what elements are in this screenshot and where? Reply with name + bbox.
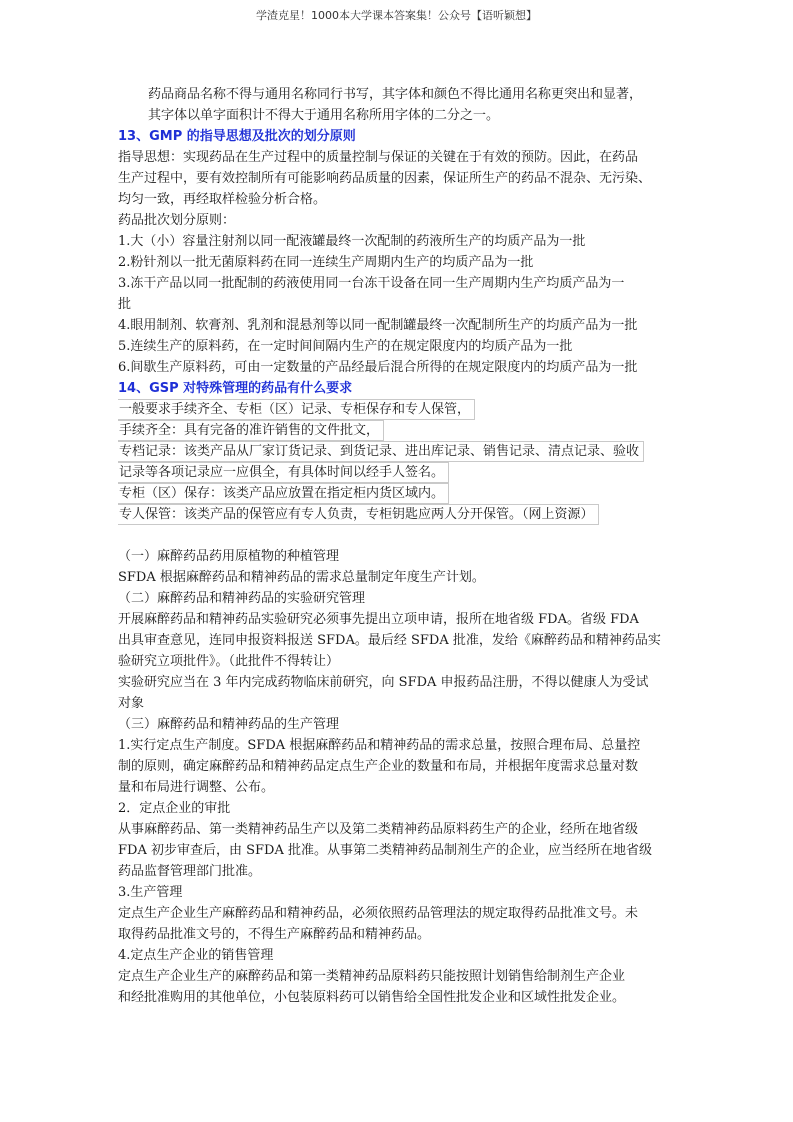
- boxed-text-line: [118, 462, 684, 483]
- text-line: 药品批次划分原则：: [118, 213, 236, 228]
- text-line: 开展麻醉药品和精神药品实验研究必须事先提出立项申请，报所在地省级 FDA。省级 FDA: [118, 612, 639, 627]
- boxed-text-line: [118, 483, 684, 504]
- text-line: 实验研究应当在 3 年内完成药物临床前研究，向 SFDA 申报药品注册，不得以健康人为受试: [118, 675, 649, 690]
- text-line: 出具审查意见，连同申报资料报送 SFDA。最后经 SFDA 批准，发给《麻醉药品和精神药品实: [118, 633, 661, 648]
- text-line: 3.生产管理: [118, 885, 183, 900]
- text-line: 其字体以单字面积计不得大于通用名称所用字体的二分之一。: [148, 108, 500, 123]
- text-line: 6.间歇生产原料药，可由一定数量的产品经最后混合所得的在规定限度内的均质产品为一批: [118, 360, 638, 375]
- text-line: 2．定点企业的审批: [118, 801, 231, 816]
- text-line: 药品商品名称不得与通用名称同行书写，其字体和颜色不得比通用名称更突出和显著，: [148, 87, 643, 102]
- section-heading: 13、GMP 的指导思想及批次的划分原则: [118, 129, 356, 144]
- text-line: 5.连续生产的原料药，在一定时间间隔内生产的在规定限度内的均质产品为一批: [118, 339, 573, 354]
- text-line: 验研究立项批件》。（此批件不得转让）: [118, 654, 340, 669]
- boxed-text-line: [118, 504, 684, 525]
- boxed-text: 手续齐全：具有完备的准许销售的文件批文，: [118, 420, 384, 441]
- text-line: 和经批准购用的其他单位，小包装原料药可以销售给全国性批发企业和区域性批发企业。: [118, 990, 626, 1005]
- page-header: 学渣克星！1000本大学课本答案集！公众号【语听颖想】: [256, 9, 537, 22]
- document-body: [118, 84, 684, 1008]
- blank-line: [118, 525, 684, 546]
- text-line: 指导思想：实现药品在生产过程中的质量控制与保证的关键在于有效的预防。因此，在药品: [118, 150, 639, 165]
- text-line: 药品监督管理部门批准。: [118, 864, 262, 879]
- text-line: 制的原则，确定麻醉药品和精神药品定点生产企业的数量和布局，并根据年度需求总量对数: [118, 759, 639, 774]
- text-line: FDA 初步审查后，由 SFDA 批准。从事第二类精神药品制剂生产的企业，应当经所在地省级: [118, 843, 652, 858]
- text-line: 2.粉针剂以一批无菌原料药在同一连续生产周期内生产的均质产品为一批: [118, 255, 534, 270]
- text-line: 均匀一致，再经取样检验分析合格。: [118, 192, 327, 207]
- boxed-text-line: [118, 399, 684, 420]
- text-line: 定点生产企业生产的麻醉药品和第一类精神药品原料药只能按照计划销售给制剂生产企业: [118, 969, 626, 984]
- boxed-text: 记录等各项记录应一应俱全，有具体时间以经手人签名。: [118, 462, 449, 483]
- boxed-text: 专档记录：该类产品从厂家订货记录、到货记录、进出库记录、销售记录、清点记录、验收: [118, 441, 644, 462]
- boxed-text: 一般要求手续齐全、专柜（区）记录、专柜保存和专人保管，: [118, 399, 475, 420]
- section-heading: 14、GSP 对特殊管理的药品有什么要求: [118, 381, 353, 396]
- text-line: 4.定点生产企业的销售管理: [118, 948, 274, 963]
- boxed-text: 专人保管：该类产品的保管应有专人负责，专柜钥匙应两人分开保管。（网上资源）: [118, 504, 599, 525]
- text-line: 定点生产企业生产麻醉药品和精神药品，必须依照药品管理法的规定取得药品批准文号。未: [118, 906, 639, 921]
- text-line: 从事麻醉药品、第一类精神药品生产以及第二类精神药品原料药生产的企业，经所在地省级: [118, 822, 639, 837]
- text-line: （二）麻醉药品和精神药品的实验研究管理: [118, 591, 366, 606]
- text-line: 量和布局进行调整、公布。: [118, 780, 275, 795]
- text-line: 3.冻干产品以同一批配制的药液使用同一台冻干设备在同一生产周期内生产均质产品为一: [118, 276, 625, 291]
- text-line: 生产过程中，要有效控制所有可能影响药品质量的因素，保证所生产的药品不混杂、无污染、: [118, 171, 652, 186]
- text-line: SFDA 根据麻醉药品和精神药品的需求总量制定年度生产计划。: [118, 570, 485, 585]
- boxed-text-line: [118, 420, 684, 441]
- boxed-text-line: [118, 441, 684, 462]
- text-line: 1.大（小）容量注射剂以同一配液罐最终一次配制的药液所生产的均质产品为一批: [118, 234, 586, 249]
- text-line: 1.实行定点生产制度。SFDA 根据麻醉药品和精神药品的需求总量，按照合理布局、总量控: [118, 738, 641, 753]
- text-line: 4.眼用制剂、软膏剂、乳剂和混悬剂等以同一配制罐最终一次配制所生产的均质产品为一批: [118, 318, 638, 333]
- text-line: 取得药品批准文号的，不得生产麻醉药品和精神药品。: [118, 927, 431, 942]
- text-line: 批: [118, 297, 132, 312]
- text-line: 对象: [118, 696, 145, 711]
- text-line: （三）麻醉药品和精神药品的生产管理: [118, 717, 340, 732]
- text-line: （一）麻醉药品药用原植物的种植管理: [118, 549, 340, 564]
- boxed-text: 专柜（区）保存：该类产品应放置在指定柜内货区域内。: [118, 483, 449, 504]
